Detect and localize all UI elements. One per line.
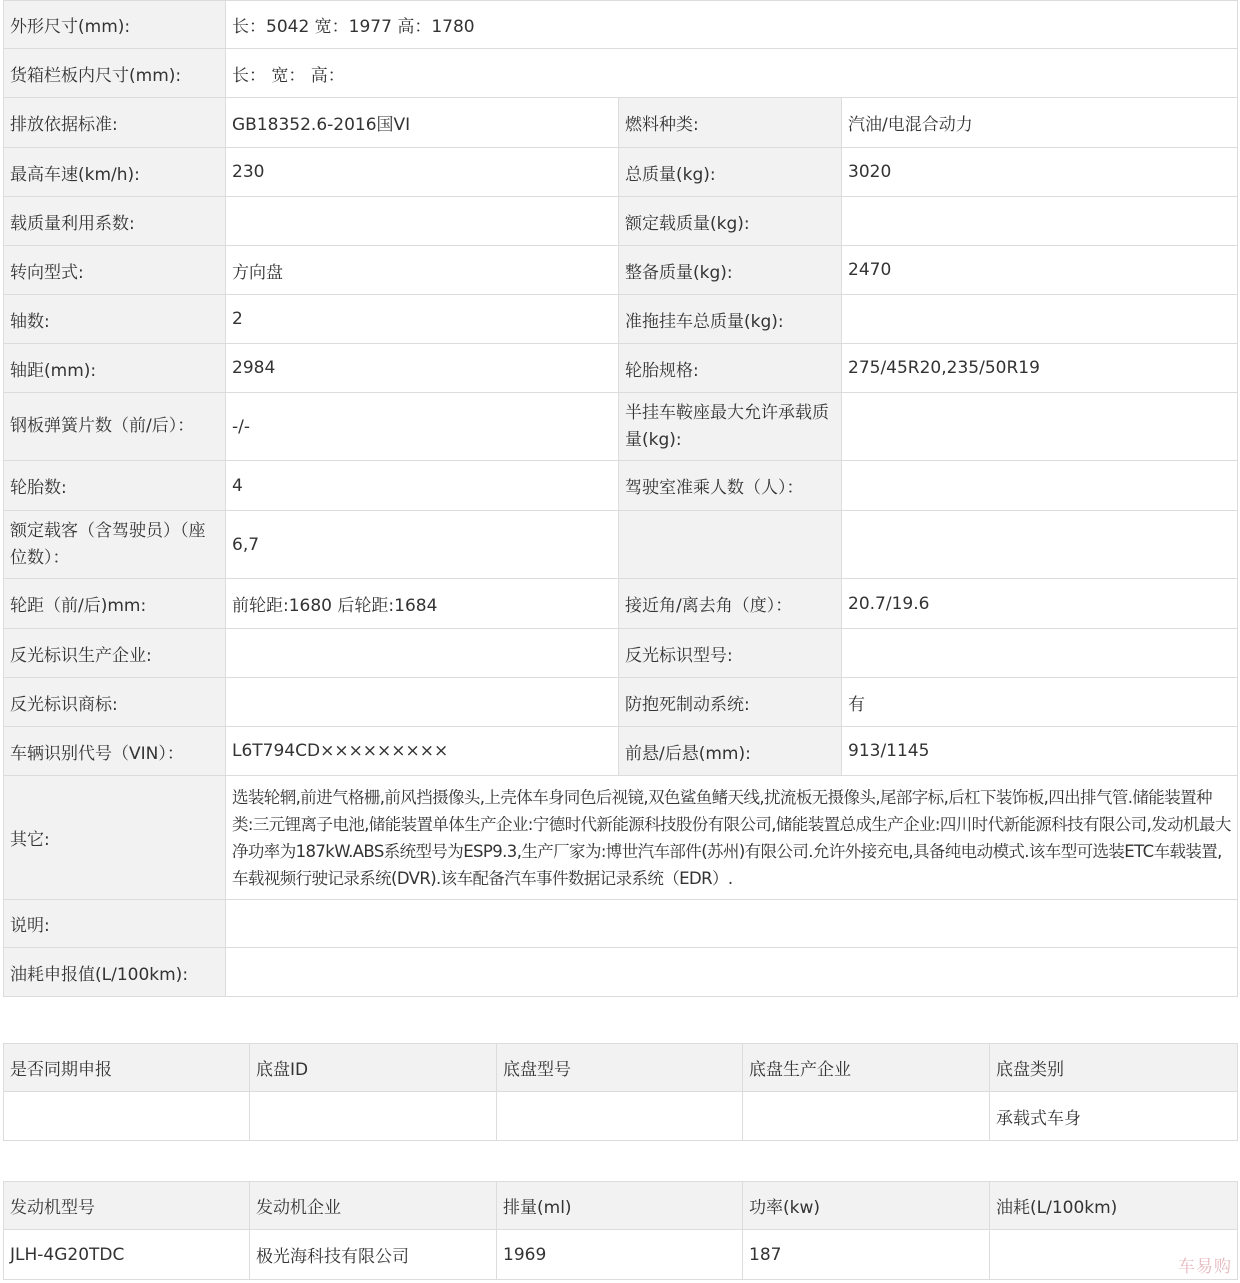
spec-row-fuel (4, 948, 1238, 997)
cargo-value: 长： 宽： 高： (226, 49, 1238, 98)
spec-value (842, 393, 1238, 461)
spec-value: 前轮距:1680 后轮距:1684 (226, 579, 619, 629)
spec-row-other (4, 776, 1238, 900)
spec-row-note (4, 900, 1238, 948)
chassis-header: 底盘类别 (990, 1044, 1238, 1092)
dims-value: 长：5042 宽：1977 高：1780 (226, 1, 1238, 49)
spec-row (4, 629, 1238, 678)
fuel-label: 油耗申报值(L/100km): (4, 948, 226, 997)
spec-row (4, 461, 1238, 511)
spec-label: 半挂车鞍座最大允许承载质量(kg): (619, 393, 842, 461)
spec-value: 6,7 (226, 511, 619, 579)
engine-cell: 1969 (497, 1230, 743, 1280)
spec-label: 轮胎规格: (619, 344, 842, 393)
spec-label: 额定载客（含驾驶员）（座位数）： (4, 511, 226, 579)
spec-label: 前悬/后悬(mm): (619, 727, 842, 776)
spec-label: 防抱死制动系统: (619, 678, 842, 727)
spec-value: 有 (842, 678, 1238, 727)
spec-row (4, 579, 1238, 629)
spec-value (226, 197, 619, 246)
chassis-cell (4, 1092, 250, 1141)
spec-label: 整备质量(kg): (619, 246, 842, 295)
spec-label: 轮距（前/后)mm: (4, 579, 226, 629)
spec-value: 20.7/19.6 (842, 579, 1238, 629)
chassis-cell: 承载式车身 (990, 1092, 1238, 1141)
spec-value: 2984 (226, 344, 619, 393)
cargo-label: 货箱栏板内尺寸(mm): (4, 49, 226, 98)
spec-row (4, 511, 1238, 579)
spec-value (842, 461, 1238, 511)
engine-data-row (4, 1230, 1238, 1280)
spec-value: 2470 (842, 246, 1238, 295)
chassis-header: 底盘生产企业 (743, 1044, 990, 1092)
chassis-cell (250, 1092, 497, 1141)
spec-row-cargo (4, 49, 1238, 98)
spec-row (4, 678, 1238, 727)
spec-label: 载质量利用系数: (4, 197, 226, 246)
spec-label: 反光标识生产企业: (4, 629, 226, 678)
spec-row (4, 727, 1238, 776)
other-value: 选装轮辋,前进气格栅,前风挡摄像头,上壳体车身同色后视镜,双色鲨鱼鳍天线,扰流板无摄像头,尾部字标,后杠下装饰板,四出排气管.储能装置种类:三元锂离子电池,储能装置单体生产企业:宁德时代新能源科技股份有限公司,储能装置总成生产企业:四川时代新能源科技有限公司,发动机最大净功率为187kW.ABS系统型号为ESP9.3,生产厂家为:博世汽车部件(苏州)有限公司.允许外接充电,具备纯电动模式.该车型可选装ETC车载装置,车载视频行驶记录系统(DVR).该车配备汽车事件数据记录系统（EDR）. (226, 776, 1238, 900)
engine-cell: JLH-4G20TDC (4, 1230, 250, 1280)
chassis-cell (743, 1092, 990, 1141)
chassis-cell (497, 1092, 743, 1141)
spec-value: 4 (226, 461, 619, 511)
spec-row (4, 295, 1238, 344)
engine-header: 发动机型号 (4, 1182, 250, 1230)
spec-value (226, 629, 619, 678)
vehicle-spec-table (3, 0, 1238, 997)
chassis-table (3, 1043, 1238, 1141)
spec-label: 排放依据标准: (4, 98, 226, 148)
spec-label: 总质量(kg): (619, 148, 842, 197)
watermark: 车易购 (1178, 1257, 1232, 1277)
spec-value: GB18352.6-2016国VI (226, 98, 619, 148)
spec-label: 反光标识商标: (4, 678, 226, 727)
engine-header: 排量(ml) (497, 1182, 743, 1230)
spec-value (842, 511, 1238, 579)
engine-cell: 极光海科技有限公司 (250, 1230, 497, 1280)
spec-value: 275/45R20,235/50R19 (842, 344, 1238, 393)
spec-value: 2 (226, 295, 619, 344)
spec-value: 3020 (842, 148, 1238, 197)
spec-label: 轮胎数: (4, 461, 226, 511)
spec-label: 车辆识别代号（VIN）： (4, 727, 226, 776)
engine-table (3, 1181, 1238, 1280)
spec-row (4, 197, 1238, 246)
engine-header: 功率(kw) (743, 1182, 990, 1230)
spec-value (226, 678, 619, 727)
chassis-header: 底盘ID (250, 1044, 497, 1092)
engine-header: 油耗(L/100km) (990, 1182, 1238, 1230)
spec-value: 230 (226, 148, 619, 197)
spec-label: 接近角/离去角（度）： (619, 579, 842, 629)
spec-value (842, 295, 1238, 344)
chassis-header: 是否同期申报 (4, 1044, 250, 1092)
engine-header-row (4, 1182, 1238, 1230)
other-label: 其它: (4, 776, 226, 900)
spec-value: 汽油/电混合动力 (842, 98, 1238, 148)
spec-label (619, 511, 842, 579)
chassis-data-row (4, 1092, 1238, 1141)
spec-value (842, 197, 1238, 246)
note-value (226, 900, 1238, 948)
spec-value: 方向盘 (226, 246, 619, 295)
spec-value (842, 629, 1238, 678)
spec-label: 轴距(mm): (4, 344, 226, 393)
chassis-header: 底盘型号 (497, 1044, 743, 1092)
chassis-header-row (4, 1044, 1238, 1092)
spec-label: 反光标识型号: (619, 629, 842, 678)
spec-label: 最高车速(km/h): (4, 148, 226, 197)
spec-label: 燃料种类: (619, 98, 842, 148)
spec-value: 913/1145 (842, 727, 1238, 776)
spec-row (4, 344, 1238, 393)
engine-header: 发动机企业 (250, 1182, 497, 1230)
spec-row (4, 393, 1238, 461)
spec-row (4, 148, 1238, 197)
spec-value: -/- (226, 393, 619, 461)
spec-label: 额定载质量(kg): (619, 197, 842, 246)
spec-row-dimensions (4, 1, 1238, 49)
spec-value: L6T794CD××××××××× (226, 727, 619, 776)
engine-cell: 187 (743, 1230, 990, 1280)
spec-label: 驾驶室准乘人数（人）： (619, 461, 842, 511)
spec-label: 转向型式: (4, 246, 226, 295)
note-label: 说明: (4, 900, 226, 948)
spec-label: 钢板弹簧片数（前/后）： (4, 393, 226, 461)
spec-row (4, 98, 1238, 148)
fuel-value (226, 948, 1238, 997)
dims-label: 外形尺寸(mm): (4, 1, 226, 49)
spec-label: 准拖挂车总质量(kg): (619, 295, 842, 344)
spec-label: 轴数: (4, 295, 226, 344)
spec-row (4, 246, 1238, 295)
